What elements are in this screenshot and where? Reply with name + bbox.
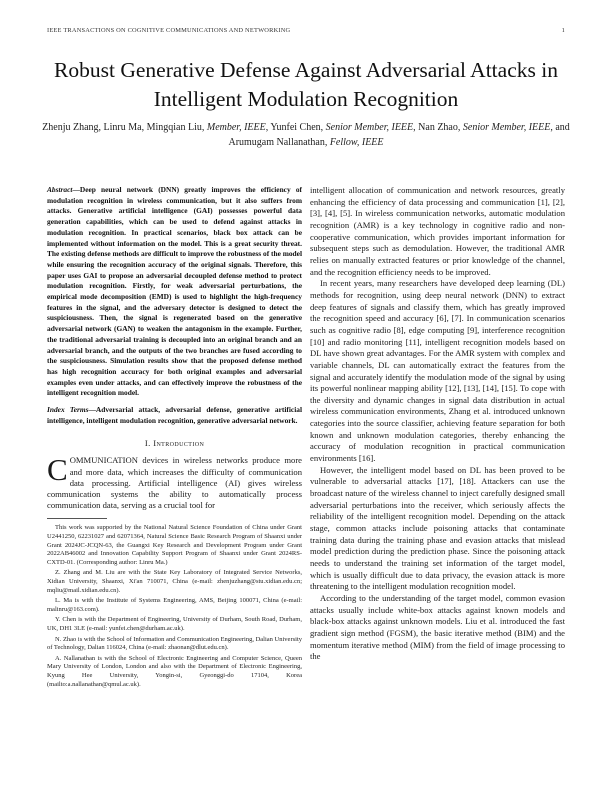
abstract-text: Deep neural network (DNN) greatly improves the efficiency of modulation recognition in wireless communication, but it also suffers from attacks. Generative artificial intelligence (GAI) possesses powerful data generation capabilities, which can be used to defend against attacks in modulation recognition. In practical scenarios, black box attack can be implemented without information on the model. This is a great security threat. The existing defense methods are difficult to improve the robustness of the model while ensuring the recognition accuracy of the original signals. Therefore, this paper uses GAI to propose an adversarial decoupled defense method to protect modulation recognition. Firstly, for weak adversarial perturbations, the empirical mode decomposition (EMD) is used to highlight the high-frequency features in the signal, and the adversary detector is designed to detect the suspiciousness. Then, the signal is regenerated based on the generative adversarial network (GAN) to weaken the antagonism in the example. Further, the traditional adversarial training is decoupled into an original branch and an adversarial branch, and the outputs of the two branches are fused according to the suspiciousness. Simulation results show that the proposed defense method has high recognition accuracy for both original examples and adversarial examples even under attacks, and can effectively improve the robustness of the intelligent recognition model.	[47, 185, 302, 398]
abstract: Abstract—Deep neural network (DNN) greatly improves the efficiency of modulation recognition in wireless communication, but it also suffers from attacks. Generative artificial intelligence (GAI) possesses powerful data generation capabilities, which can be used to defend against attacks in modulation recognition. In practical scenarios, black box attack can be implemented without information on the model. This is a great security threat. The existing defense methods are difficult to improve the robustness of the model while ensuring the recognition accuracy of the original signals. Therefore, this paper uses GAI to propose an adversarial decoupled defense method to protect modulation recognition. Firstly, for weak adversarial perturbations, the empirical mode decomposition (EMD) is used to highlight the high-frequency features in the signal, and the adversary detector is designed to detect the suspiciousness. Then, the signal is regenerated based on the generative adversarial network (GAN) to weaken the antagonism in the example. Further, the traditional adversarial training is decoupled into an original branch and an adversarial branch, and the outputs of the two branches are fused according to the suspiciousness. Simulation results show that the proposed defense method has high recognition accuracy for both original examples and adversarial examples even under attacks, and can effectively improve the robustness of the intelligent recognition model.	[47, 185, 302, 398]
right-column	[310, 185, 565, 663]
author-role: Senior Member, IEEE	[325, 122, 414, 133]
body-paragraph: In recent years, many researchers have developed deep learning (DL) methods for recognition, using deep neural network (DNN) to extract deep features of signals and classify them, which has greatly improved the recognition speed and accuracy [6], [7]. In communication scenarios such as cognitive radio [8], edge computing [9], interference recognition [10] and radio monitoring [11], intelligent recognition models based on DL have shown great advantages. For the AMR system with complex and variable channels, DL can automatically extract the features from the signal and accurately identify the modulation mode of the signal by using its powerful nonlinear mapping ability [12], [13], [14], [15]. To cope with the diversity and dynamic changes in signal data distribution in actual wireless communication environments, Zhang et al. introduced unknown categories into the source classifier, achieving feature separation for both known and unknown modulation categories, thereby enhancing the accuracy of modulation recognition in practical communication environments [16].	[310, 278, 565, 464]
section-heading	[47, 438, 302, 448]
footnote: Z. Zhang and M. Liu are with the State Key Laboratory of Integrated Service Networks, Xidian University, Shaanxi, Xi'an 710071, China (e-mail: zhenjuzhang@stu.xidian.edu.cn; mqliu@mail.xidian.edu.cn).	[47, 569, 302, 594]
author-name: Nan Zhao	[418, 122, 458, 133]
abstract-label: Abstract	[47, 185, 73, 194]
footnote: N. Zhao is with the School of Information and Communication Engineering, Dalian University of Technology, Dalian 116024, China (e-mail: zhaonan@dlut.edu.cn).	[47, 635, 302, 652]
section-numeral: I.	[144, 438, 151, 449]
author-role: Senior Member, IEEE	[462, 122, 551, 133]
footnote: Y. Chen is with the Department of Engineering, University of Durham, South Road, Durham, UK, DH1 3LE (e-mail: yunfei.chen@durham.ac.uk).	[47, 616, 302, 633]
page-number: 1	[561, 27, 565, 34]
footnotes	[47, 524, 302, 689]
author-name: Yunfei Chen	[270, 122, 321, 133]
author-role: Member, IEEE	[206, 122, 266, 133]
footnote: A. Nallanathan is with the School of Electronic Engineering and Computer Science, Queen Mary University of London, London and also with the Department of Electronic Engineering, Kyung Hee University, Yongin-si, Gyeonggi-do 17104, Korea (mailto:a.nallanathan@qmul.ac.uk).	[47, 654, 302, 688]
index-terms-text: Adversarial attack, adversarial defense, generative artificial intelligence, intelligent modulation recognition, generative adversarial network.	[47, 405, 302, 425]
author-name: Mingqian Liu	[146, 122, 202, 133]
running-head	[47, 27, 565, 37]
body-paragraph: intelligent allocation of communication and network resources, greatly enhancing the efficiency of data processing and communication [1], [2], [3], [4], [5]. In wireless communication networks, automatic modulation recognition (AMR) is a key technology in cognitive radio and non-cooperative communication, which provides important information for subsequent steps such as demodulation. However, the traditional AMR relies on manually extracted features or prior knowledge of the channel, and the recognition efficiency needs to be improved.	[310, 185, 565, 277]
journal-name: IEEE TRANSACTIONS ON COGNITIVE COMMUNICATIONS AND NETWORKING	[47, 27, 291, 34]
body-paragraph: However, the intelligent model based on DL has been proved to be vulnerable to adversarial attacks [17], [18]. Attackers can use the broadcast nature of the wireless channel to inject carefully designed small adversarial perturbations into the receiver, which seriously affects the reliability of the intelligent recognition model. Depending on the attack stage, common attacks include poisoning attacks that contaminate training data during the training phase and evasion attacks that mislead model prediction during the prediction phase. Since the poisoning attack needs to understand the training set information of the target model, which is usually difficult due to data privacy, the evasion attack is more threatening to the intelligent modulation recognition model.	[310, 464, 565, 592]
left-column	[47, 185, 302, 691]
author-role: Fellow, IEEE	[329, 137, 384, 148]
footnote: This work was supported by the National Natural Science Foundation of China under Grant U2441250, 62231027 and 62071364, Natural Science Basic Research Program of Shaanxi under Grant 2024JC-JCQN-63, the Guangxi Key Research and Development Program under Grant 2022AB46002 and Innovation Capability Support Program of Shaanxi under Grant 2024RS-CXTD-01. (Corresponding author: Linru Ma.)	[47, 524, 302, 566]
drop-cap: C	[47, 452, 68, 488]
index-terms: Index Terms—Adversarial attack, adversarial defense, generative artificial intelligence, intelligent modulation recognition, generative adversarial network.	[47, 405, 302, 425]
author-name: Arumugam Nallanathan	[228, 137, 325, 148]
author-name: Linru Ma	[103, 122, 142, 133]
footnote: L. Ma is with the Institute of Systems Engineering, AMS, Beijing 100071, China (e-mail: malinru@163.com).	[47, 597, 302, 613]
index-terms-label: Index Terms	[47, 405, 89, 415]
body-paragraph: According to the understanding of the target model, common evasion attacks usually include white-box attacks against known models and black-box attacks against unknown models. Liu et al. introduced the fast gradient sign method (FGSM), the basic iterative method (BIM) and the momentum iterative method (MIM) from the field of image processing to the	[310, 592, 565, 662]
author-list: Zhenju Zhang, Linru Ma, Mingqian Liu, Member, IEEE, Yunfei Chen, Senior Member, IEEE, Nan Zhao, Senior Member, IEEE, and Arumugam Nallanathan, Fellow, IEEE	[42, 122, 570, 148]
author-name: Zhenju Zhang	[42, 122, 99, 133]
intro-text: devices in wireless networks produce more and more data, which increases the difficulty of communication data processing. Artificial intelligence (AI) gives wireless communication systems the ability to automatically process communication data, serving as a crucial tool for	[47, 455, 302, 511]
intro-lead: OMMUNICATION	[69, 455, 138, 466]
intro-paragraph	[47, 452, 302, 511]
footnote-rule	[47, 518, 107, 519]
section-title: Introduction	[153, 438, 205, 449]
paper-title: Robust Generative Defense Against Adversarial Attacks in Intelligent Modulation Recognition	[54, 58, 558, 111]
